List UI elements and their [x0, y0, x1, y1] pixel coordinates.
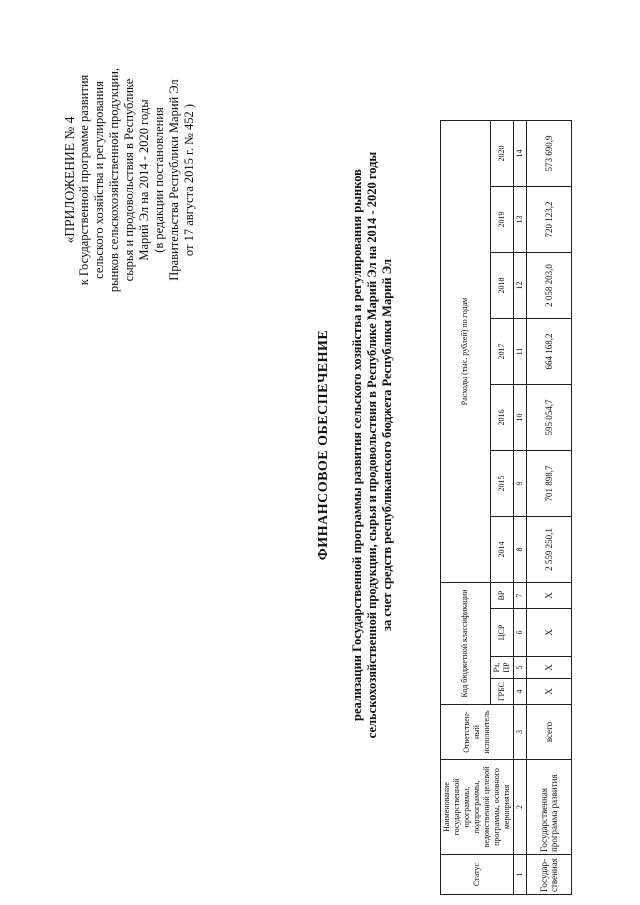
row-value-2015: 701 898,7	[527, 451, 572, 517]
document-subtitle	[350, 45, 395, 845]
row-value-2020: 573 690,9	[527, 121, 572, 187]
header-rz-pr: Рз, ПР	[490, 657, 513, 679]
header-year: 2017	[490, 319, 513, 385]
table-row	[527, 121, 572, 895]
column-number: 8	[514, 517, 527, 583]
row-value-2019: 720 123,2	[527, 187, 572, 253]
header-budget-code: Код бюджетной классификации	[441, 583, 491, 705]
row-csr: X	[527, 609, 572, 657]
column-number: 11	[514, 319, 527, 385]
subtitle-line: за счет средств республиканского бюджета Республики Марий Эл	[380, 258, 394, 632]
appendix-line: сырья и продовольствия в Республике	[122, 78, 136, 282]
header-expenses: Расходы (тыс. рублей) по годам	[441, 121, 491, 583]
column-number: 12	[514, 253, 527, 319]
column-number: 10	[514, 385, 527, 451]
row-vr: X	[527, 583, 572, 609]
subtitle-line: сельскохозяйственной продукции, сырья и продовольствия в Республике Марий Эл на 2014 - 2020 годы	[365, 151, 379, 739]
column-number: 6	[514, 609, 527, 657]
appendix-line: (в редакции постановления	[152, 107, 166, 253]
appendix-line: к Государственной программе развития	[77, 74, 91, 286]
appendix-line: от 17 августа 2015 г. № 452 )	[182, 103, 196, 257]
column-number: 5	[514, 657, 527, 679]
header-grbs: ГРБС	[490, 679, 513, 705]
column-number-row	[514, 121, 527, 895]
row-rz-pr: X	[527, 657, 572, 679]
column-number: 14	[514, 121, 527, 187]
row-status: Государ-ственная	[527, 855, 572, 895]
appendix-line: Правительства Республики Марий Эл	[167, 79, 181, 281]
appendix-line: Марий Эл на 2014 - 2020 годы	[137, 99, 151, 261]
row-value-2016: 595 054,7	[527, 385, 572, 451]
row-value-2014: 2 559 250,1	[527, 517, 572, 583]
subtitle-line: реализации Государственной программы развития сельского хозяйства и регулирования рынков	[350, 169, 364, 721]
header-year: 2018	[490, 253, 513, 319]
column-number: 4	[514, 679, 527, 705]
header-row	[441, 121, 491, 895]
row-name: Государственная программа развития	[527, 760, 572, 855]
header-year: 2015	[490, 451, 513, 517]
column-number: 3	[514, 705, 527, 760]
header-year: 2019	[490, 187, 513, 253]
header-csr: ЦСР	[490, 609, 513, 657]
column-number: 9	[514, 451, 527, 517]
row-value-2017: 664 168,2	[527, 319, 572, 385]
header-vr: ВР	[490, 583, 513, 609]
column-number: 7	[514, 583, 527, 609]
header-year: 2020	[490, 121, 513, 187]
row-value-2018: 2 058 203,0	[527, 253, 572, 319]
header-year: 2014	[490, 517, 513, 583]
header-executor: Ответствен-ный исполнитель	[441, 705, 514, 760]
appendix-line: рынков сельскохозяйственной продукции,	[107, 67, 121, 293]
row-executor: всего	[527, 705, 572, 760]
financing-table	[440, 120, 572, 895]
column-number: 1	[514, 855, 527, 895]
appendix-heading: «ПРИЛОЖЕНИЕ № 4	[62, 116, 77, 244]
header-year: 2016	[490, 385, 513, 451]
column-number: 13	[514, 187, 527, 253]
header-name: Наименование государственной программы, подпрограммы, ведомственной целевой программы, основного мероприятия	[441, 760, 514, 855]
appendix-line: сельского хозяйства и регулирования	[92, 81, 106, 279]
appendix-block	[62, 55, 197, 305]
header-status: Статус	[441, 855, 514, 895]
row-grbs: X	[527, 679, 572, 705]
document-title: ФИНАНСОВОЕ ОБЕСПЕЧЕНИЕ	[316, 329, 331, 561]
column-number: 2	[514, 760, 527, 855]
